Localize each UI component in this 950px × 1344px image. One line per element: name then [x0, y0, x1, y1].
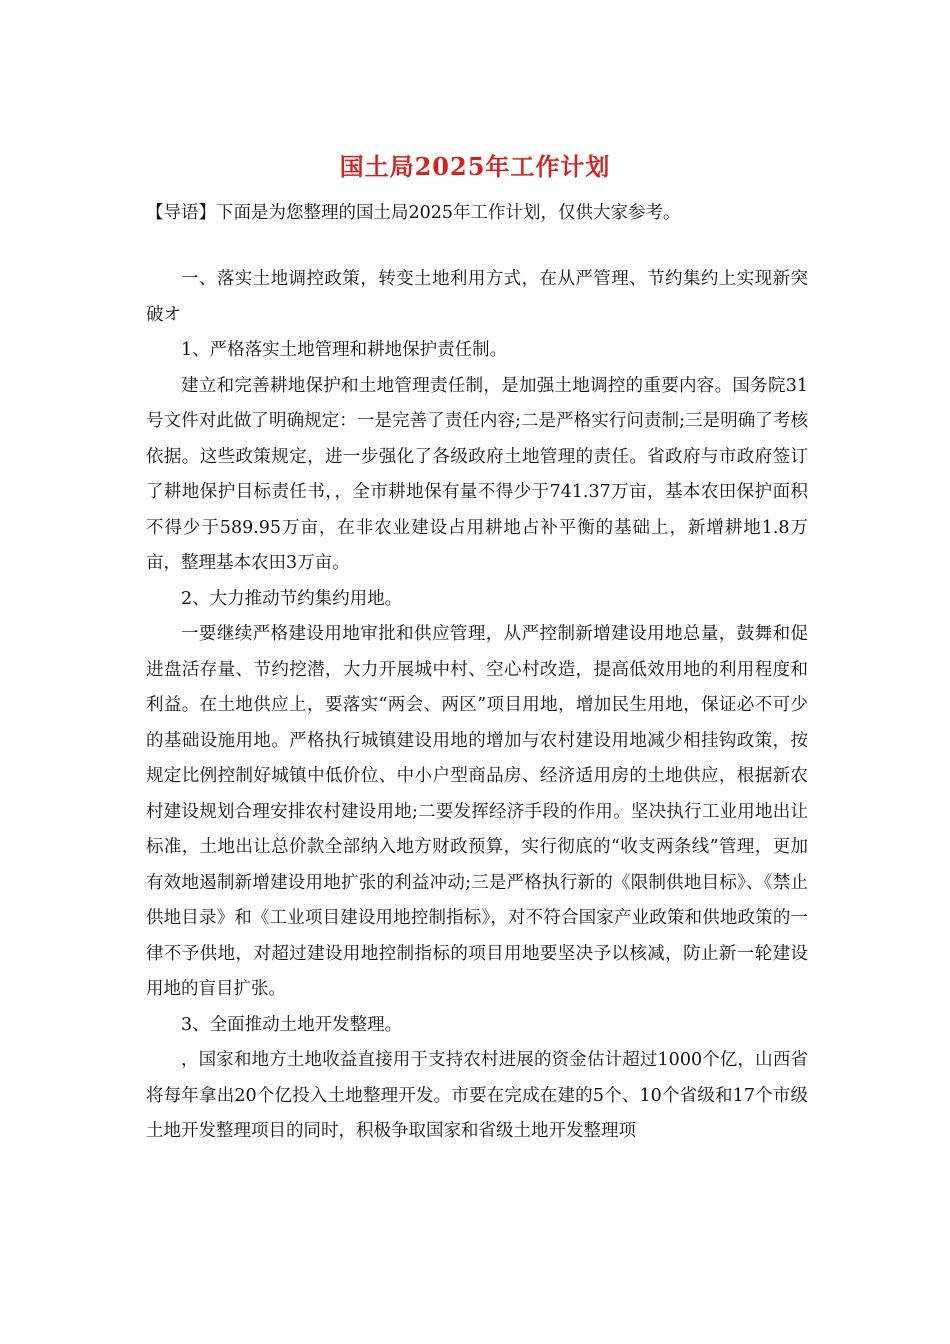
subheading-1: 1、严格落实土地管理和耕地保护责任制。 — [181, 340, 508, 360]
intro-paragraph: 【导语】下面是为您整理的国土局2025年工作计划，仅供大家参考。 — [146, 203, 681, 223]
body-paragraph-1: 建立和完善耕地保护和土地管理责任制，是加强土地调控的重要内容。国务院31号文件对此做了明确规定：一是完善了责任内容;二是严格实行问责制;三是明确了考核依据。这些政策规定，进一步强化了各级政府土地管理的责任。省政府与市政府签订了耕地保护目标责任书，，全市耕地保有量不得少于741.37万亩，基本农田保护面积不得少于589.95万亩，在非农业建设占用耕地占补平衡的基础上，新增耕地1.8万亩，整理基本农田3万亩。 — [146, 375, 808, 573]
subheading-2: 2、大力推动节约集约用地。 — [181, 588, 403, 609]
document-title: 国土局2025年工作计划 — [339, 152, 611, 181]
subheading-3: 3、全面推动土地开发整理。 — [181, 1014, 403, 1035]
section-heading-1: 一、落实土地调控政策，转变土地利用方式，在从严管理、节约集约上实现新突破オ — [146, 269, 808, 325]
body-paragraph-2: 一要继续严格建设用地审批和供应管理，从严控制新增建设用地总量，鼓舞和促进盘活存量、节约挖潜，大力开展城中村、空心村改造，提高低效用地的利用程度和利益。在土地供应上，要落实“两会、两区”项目用地，增加民生用地，保证必不可少的基础设施用地。严格执行城镇建设用地的增加与农村建设用地减少相挂钩政策，按规定比例控制好城镇中低价位、中小户型商品房、经济适用房的土地供应，根据新农村建设规划合理安排农村建设用地;二要发挥经济手段的作用。坚决执行工业用地出让标准，土地出让总价款全部纳入地方财政预算，实行彻底的“收支两条线”管理，更加有效地遏制新增建设用地扩张的利益冲动;三是严格执行新的《限制供地目标》、《禁止供地目录》和《工业项目建设用地控制指标》，对不符合国家产业政策和供地政策的一律不予供地，对超过建设用地控制指标的项目用地要坚决予以核减，防止新一轮建设用地的盲目扩张。 — [146, 624, 808, 999]
body-paragraph-3: ，国家和地方土地收益直接用于支持农村进展的资金估计超过1000个亿，山西省将每年拿出20个亿投入土地整理开发。市要在完成在建的5个、10个省级和17个市级土地开发整理项目的同时，积极争取国家和省级土地开发整理项 — [146, 1050, 808, 1141]
document-body — [146, 262, 808, 1150]
